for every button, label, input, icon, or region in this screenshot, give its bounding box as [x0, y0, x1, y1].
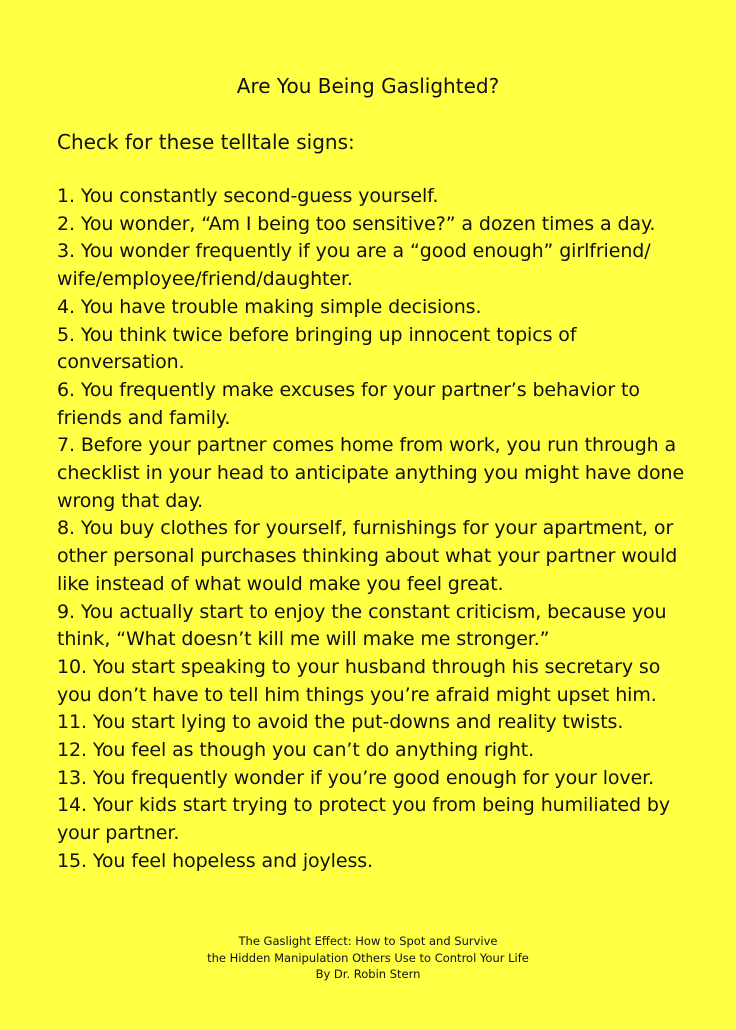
list-item: 13. You frequently wonder if you’re good enough for your lover. — [57, 766, 655, 789]
intro-text: Check for these telltale signs: — [57, 130, 355, 154]
list-item: 5. You think twice before bringing up innocent topics of conversation. — [57, 323, 577, 374]
list-item: 15. You feel hopeless and joyless. — [57, 849, 373, 872]
credit-author: By Dr. Robin Stern — [315, 967, 421, 981]
credit-book-title-line-1: The Gaslight Effect: How to Spot and Survive — [238, 934, 498, 948]
list-item: 11. You start lying to avoid the put-downs and reality twists. — [57, 711, 624, 734]
list-item: 8. You buy clothes for yourself, furnishings for your apartment, or other personal purchases thinking about what your partner would like instead of what would make you feel great. — [57, 517, 678, 595]
list-item: 7. Before your partner comes home from work, you run through a checklist in your head to anticipate anything you might have done wrong that day. — [57, 434, 685, 512]
list-item: 3. You wonder frequently if you are a “good enough” girlfriend/ wife/employee/friend/daughter. — [57, 240, 651, 291]
list-item: 9. You actually start to enjoy the constant criticism, because you think, “What doesn’t kill me will make me stronger.” — [57, 600, 667, 651]
source-credit — [0, 933, 736, 983]
signs-list — [57, 183, 697, 876]
list-item: 4. You have trouble making simple decisions. — [57, 295, 482, 318]
page-title: Are You Being Gaslighted? — [236, 74, 500, 98]
list-item: 10. You start speaking to your husband through his secretary so you don’t have to tell him things you’re afraid might upset him. — [57, 655, 661, 706]
credit-book-title-line-2: the Hidden Manipulation Others Use to Control Your Life — [207, 950, 529, 965]
list-item: 14. Your kids start trying to protect you from being humiliated by your partner. — [57, 794, 671, 845]
list-item: 1. You constantly second-guess yourself. — [57, 185, 439, 207]
list-item: 6. You frequently make excuses for your partner’s behavior to friends and family. — [57, 378, 640, 429]
list-item: 2. You wonder, “Am I being too sensitive?” a dozen times a day. — [57, 212, 656, 235]
list-item: 12. You feel as though you can’t do anything right. — [57, 739, 535, 762]
